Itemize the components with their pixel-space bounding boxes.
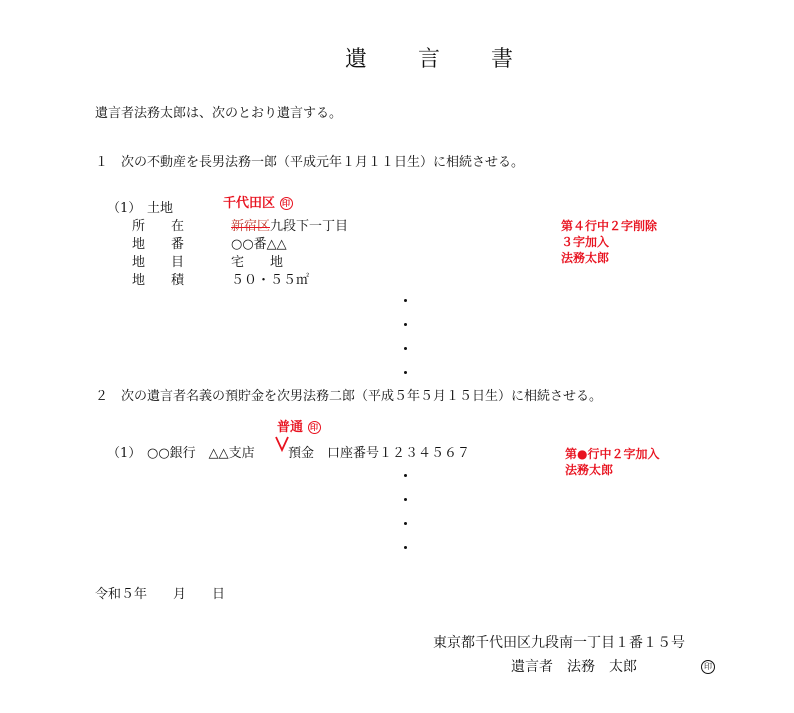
clause-2-correction-insert: 普通 印 xyxy=(277,420,321,436)
clause-2-heading: ２ 次の遺言者名義の預貯金を次男法務二郎（平成５年５月１５日生）に相続させる。 xyxy=(95,389,603,404)
ellipsis-dot xyxy=(404,371,407,374)
row-value: 宅 地 xyxy=(231,255,284,270)
ellipsis-dot xyxy=(404,347,407,350)
ellipsis-dot xyxy=(404,323,407,326)
clause-1-correction-insert: 千代田区 印 xyxy=(223,196,293,212)
ellipsis-dot xyxy=(404,522,407,525)
clause-2-note-line: 第●行中２字加入 xyxy=(565,447,660,461)
struck-text: 新宿区 xyxy=(231,219,271,234)
row-label: 地 積 xyxy=(132,273,185,288)
testator-address: 東京都千代田区九段南一丁目１番１５号 xyxy=(433,635,685,651)
clause-1-item-type: 土地 xyxy=(147,201,174,216)
clause-2-item-label: （1） xyxy=(107,446,142,461)
ellipsis-dot xyxy=(404,299,407,302)
date-line: 令和５年 月 日 xyxy=(95,587,226,602)
clause-2-note-line: 法務太郎 xyxy=(565,463,614,477)
ellipsis-dot xyxy=(404,498,407,501)
clause-2-account: 預金 口座番号１２３４５６７ xyxy=(288,446,471,461)
row-value: ○○番△△ xyxy=(231,237,287,252)
clause-1-note-line: 法務太郎 xyxy=(561,251,610,265)
row-label: 所 在 xyxy=(132,219,185,234)
correction-seal-icon: 印 xyxy=(280,197,293,210)
testator-signature: 遺言者 法務 太郎 xyxy=(511,659,637,675)
ellipsis-dot xyxy=(404,546,407,549)
clause-1-note-line: 第４行中２字削除 xyxy=(561,219,658,233)
signature-seal-icon: 印 xyxy=(701,660,715,674)
row-value: ５０・５５㎡ xyxy=(231,273,310,288)
signature-seal xyxy=(701,658,715,676)
row-value: 新宿区九段下一丁目 xyxy=(231,219,349,234)
correction-seal-icon: 印 xyxy=(308,421,321,434)
clause-1-heading: １ 次の不動産を長男法務一郎（平成元年１月１１日生）に相続させる。 xyxy=(95,155,525,170)
ellipsis-dot xyxy=(404,474,407,477)
clause-2-bank: ○○銀行 △△支店 xyxy=(147,446,255,461)
clause-1-item-label: （1） xyxy=(107,201,142,216)
row-label: 地 番 xyxy=(132,237,185,252)
document-title: 遺 言 書 xyxy=(345,47,535,72)
intro-text: 遺言者法務太郎は、次のとおり遺言する。 xyxy=(95,106,343,121)
row-label: 地 目 xyxy=(132,255,185,270)
clause-1-note-line: ３字加入 xyxy=(561,235,610,249)
